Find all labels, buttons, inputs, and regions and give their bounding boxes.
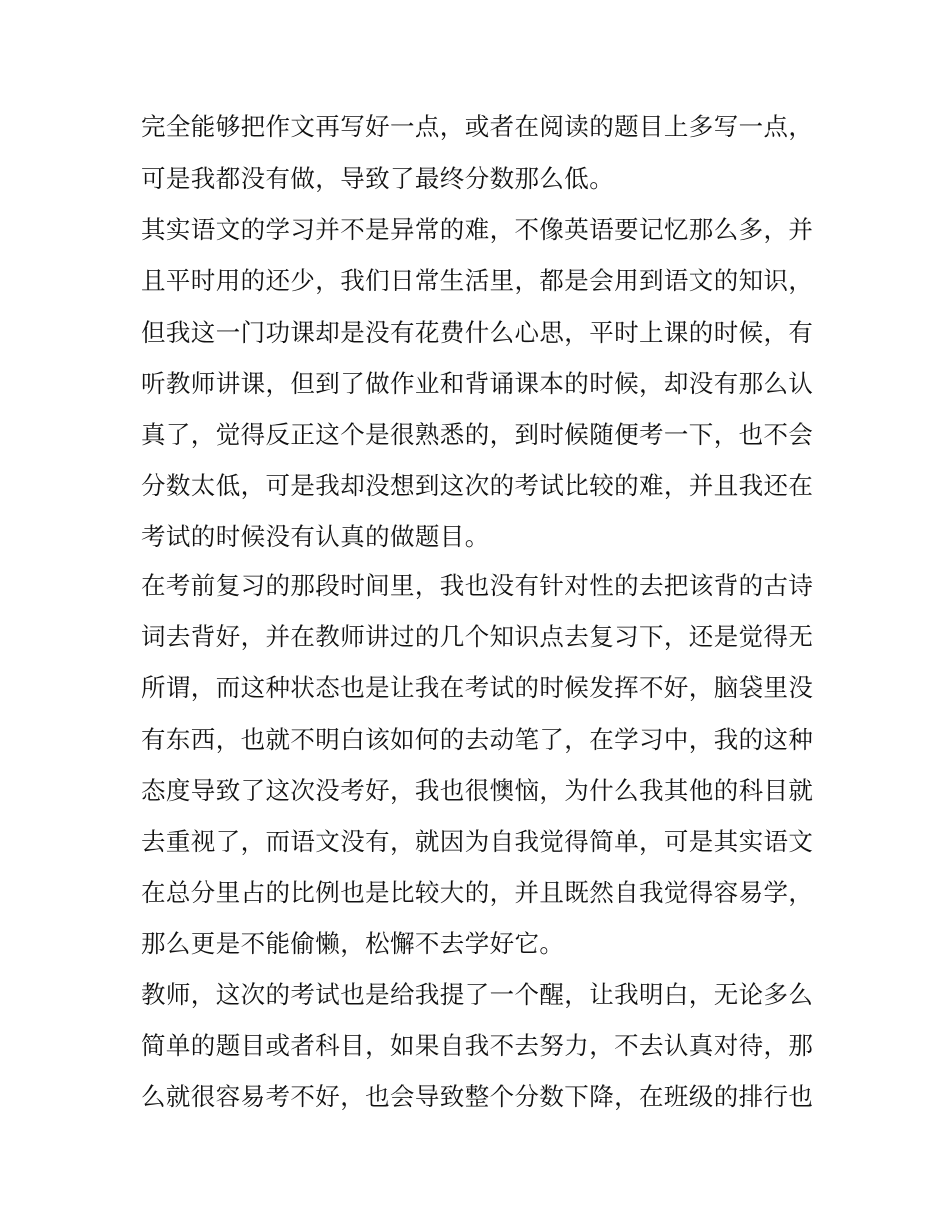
text-line: 有东西，也就不明白该如何的去动笔了，在学习中，我的这种 xyxy=(141,725,814,754)
text-line: 且平时用的还少，我们日常生活里，都是会用到语文的知识， xyxy=(141,266,814,295)
text-line: 在总分里占的比例也是比较大的，并且既然自我觉得容易学， xyxy=(141,878,814,907)
text-line: 听教师讲课，但到了做作业和背诵课本的时候，却没有那么认 xyxy=(141,369,814,398)
text-line: 态度导致了这次没考好，我也很懊恼，为什么我其他的科目就 xyxy=(141,776,814,805)
text-line: 其实语文的学习并不是异常的难，不像英语要记忆那么多，并 xyxy=(141,215,814,244)
text-line: 可是我都没有做，导致了最终分数那么低。 xyxy=(141,164,615,193)
text-line: 简单的题目或者科目，如果自我不去努力，不去认真对待，那 xyxy=(141,1031,814,1060)
text-line: 但我这一门功课却是没有花费什么心思，平时上课的时候，有 xyxy=(141,318,814,347)
text-line: 所谓，而这种状态也是让我在考试的时候发挥不好，脑袋里没 xyxy=(141,673,814,702)
text-line: 在考前复习的那段时间里，我也没有针对性的去把该背的古诗 xyxy=(141,571,814,600)
text-line: 分数太低，可是我却没想到这次的考试比较的难，并且我还在 xyxy=(141,471,814,500)
text-line: 那么更是不能偷懒，松懈不去学好它。 xyxy=(141,929,565,958)
text-line: 词去背好，并在教师讲过的几个知识点去复习下，还是觉得无 xyxy=(141,622,814,651)
text-line: 么就很容易考不好，也会导致整个分数下降，在班级的排行也 xyxy=(141,1082,814,1111)
text-line: 教师，这次的考试也是给我提了一个醒，让我明白，无论多么 xyxy=(141,980,814,1009)
text-line: 真了，觉得反正这个是很熟悉的，到时候随便考一下，也不会 xyxy=(141,420,814,449)
text-line: 去重视了，而语文没有，就因为自我觉得简单，可是其实语文 xyxy=(141,827,814,856)
text-line: 考试的时候没有认真的做题目。 xyxy=(141,522,490,551)
text-line: 完全能够把作文再写好一点，或者在阅读的题目上多写一点， xyxy=(141,112,814,141)
